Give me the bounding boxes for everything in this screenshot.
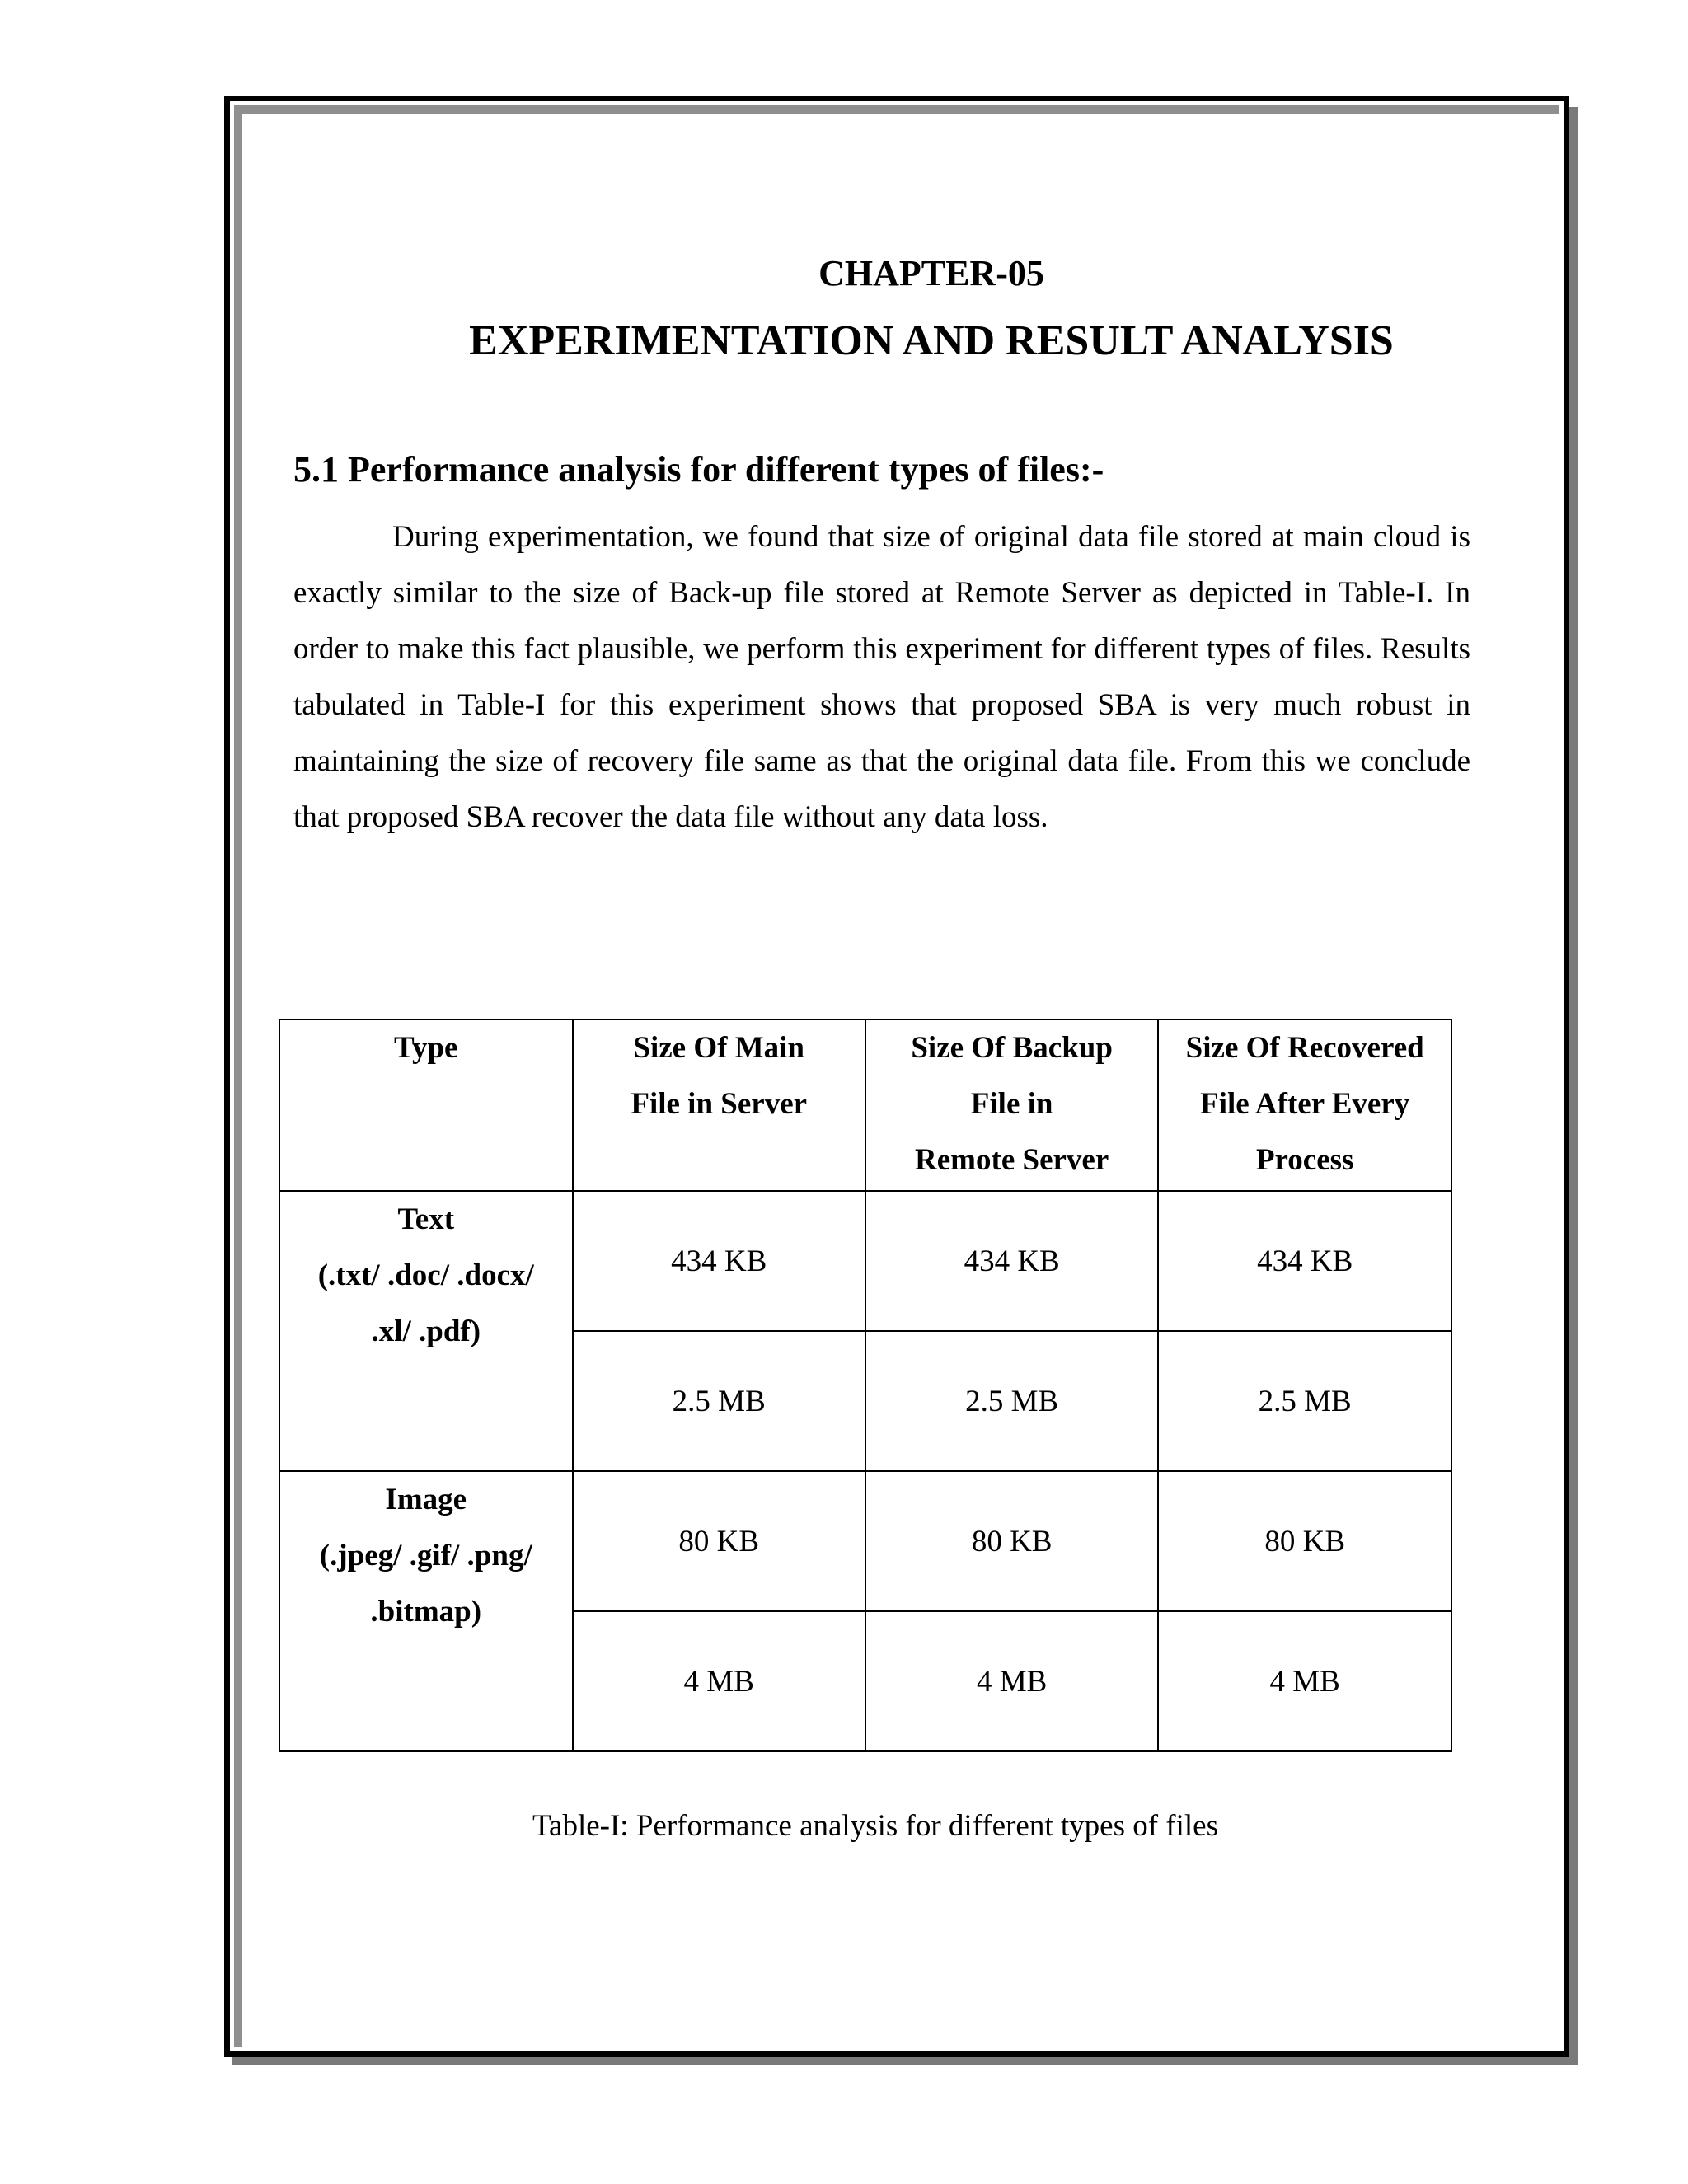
column-header-recovered-size: Size Of Recovered File After Every Process: [1158, 1019, 1451, 1191]
table-row: [279, 1191, 1451, 1331]
page-border-shadow-bottom: [232, 2057, 1578, 2065]
results-table: [279, 1019, 1452, 1752]
table-cell: 4 MB: [865, 1611, 1158, 1751]
table-cell: 4 MB: [573, 1611, 865, 1751]
table-cell: 434 KB: [865, 1191, 1158, 1331]
chapter-number: CHAPTER-05: [818, 253, 1044, 293]
page-border-shadow-right: [1569, 107, 1578, 2065]
chapter-title: EXPERIMENTATION AND RESULT ANALYSIS: [469, 317, 1394, 364]
table-header-row: [279, 1019, 1451, 1191]
section-paragraph: During experimentation, we found that size of original data file stored at main cloud is exactly similar to the size of Back-up file stored at Remote Server as depicted in Table-I. In order to make this fact plausible, we perform this experiment for different types of files. Results tabulated in Table-I for this experiment shows that proposed SBA is very much robust in maintaining the size of recovery file same as that the original data file. From this we conclude that proposed SBA recover the data file without any data loss.: [293, 520, 1470, 834]
table-cell: 434 KB: [1158, 1191, 1451, 1331]
table-cell: 434 KB: [573, 1191, 865, 1331]
table-cell: 80 KB: [573, 1471, 865, 1611]
table-caption: Table-I: Performance analysis for different types of files: [532, 1809, 1218, 1843]
column-header-backup-size: Size Of Backup File in Remote Server: [865, 1019, 1158, 1191]
table-row: [279, 1471, 1451, 1611]
section-heading: 5.1 Performance analysis for different types of files:-: [293, 449, 1104, 490]
type-cell-image: Image (.jpeg/ .gif/ .png/ .bitmap): [279, 1471, 573, 1751]
column-header-type: Type: [279, 1019, 573, 1191]
type-cell-text: Text (.txt/ .doc/ .docx/ .xl/ .pdf): [279, 1191, 573, 1471]
table-cell: 4 MB: [1158, 1611, 1451, 1751]
table-cell: 80 KB: [865, 1471, 1158, 1611]
column-header-main-size: Size Of Main File in Server: [573, 1019, 865, 1191]
table-cell: 2.5 MB: [865, 1331, 1158, 1471]
table-cell: 80 KB: [1158, 1471, 1451, 1611]
table-cell: 2.5 MB: [1158, 1331, 1451, 1471]
table-cell: 2.5 MB: [573, 1331, 865, 1471]
